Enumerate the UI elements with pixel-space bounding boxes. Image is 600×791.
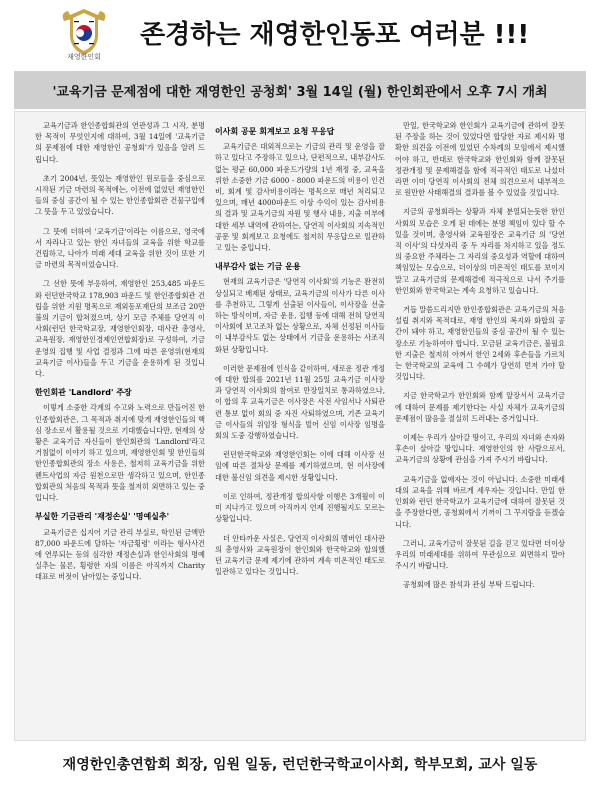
event-banner-text: '교육기금 문제점에 대한 재영한인 공청회' 3월 14일 (월) 한인회관에서 오후 7시 개최 <box>52 85 548 100</box>
header <box>0 0 600 66</box>
page-title: 존경하는 재영한인동포 여러분 !!! <box>140 20 530 50</box>
paragraph: 지금 한국학교가 한인회와 함께 앞장서서 교육기금에 대하여 문제를 제기한다는 사실 자체가 교육기금의 문제점이 많음을 절실히 드러내는 증거입니다. <box>395 391 565 423</box>
column-1 <box>35 120 205 591</box>
paragraph: 공청회에 많은 참석과 관심 부탁 드립니다. <box>403 580 535 590</box>
paragraph: 교육기금은 대외적으로는 기금의 관리 및 운영을 잘 하고 있다고 주장하고 있으나, 단편적으로, 내부감사도 없는 평균 60,000 파운드가량의 1년 재정 중, 교육을 위한 소중한 기금 6000 - 8000 파운드의 비용이 인건비, 회계 및 감사비용이라는 명목으로 매년 처리되고 있으며, 매년 4000파운드 이상 수익이 있는 감사비용의 결과 및 교육기금의 자원 및 행사 내용, 지출 여부에 대한 세부 내역에 관하여는, 당연직 이사회의 지속적인 공문 및 회계보고 요청에도 철저히 무응답으로 일관하고 있는 중입니다. <box>215 142 385 253</box>
section-heading: 내부감사 없는 기금 운용 <box>215 262 301 272</box>
column-3 <box>395 120 565 599</box>
paragraph: 이렇게 소중한 각계의 수고와 노력으로 만들어진 한인종합회관은, 그 목적과 취지에 맞게 재영한인들의 핵심 장소로서 활용될 것으로 기대했습니다만, 현재의 상황은 교육기금 자신들이 한인회관의 'Landlord'라고 거침없이 이야기 하고 있으며, 재영한인회 및 한인들의 한인종합회관의 장소 사용은, 철저히 교육기금을 위한 렌트사업의 자금 원천으로만 생각하고 있으며, 한인종합회관의 처음의 목적과 뜻을 철저히 외면하고 있는 중입니다. <box>35 403 205 503</box>
article-body <box>14 111 586 741</box>
paragraph: 런던한국학교와 재영한인회는 이에 대해 이사장 선임에 따른 절차상 문제를 제기하였으며, 현 이사장에 대한 불신임 의견을 제시한 상황입니다. <box>215 450 385 482</box>
paragraph: 그 선한 뜻에 부응하여, 재영한인 253,485 파운드와 런던한국학교 178,903 파운드 및 한인종합회관 건립을 위한 지원 명목으로 재외동포재단의 보조금 20만불의 기금이 합쳐졌으며, 상기 모금 주체를 당연직 이사회(런던 한국학교장, 재영한인회장, 대사관 총영사, 교육원장, 재영한인경제인연합회장)로 구성하여, 기금 운영의 집행 및 사업 결정과 그에 따른 운영위(현재의 교육기금 이사)들을 두고 기금을 운용하게 된 것입니다. <box>35 279 205 379</box>
paragraph: 이로 인하여, 정관개정 합의사항 이행은 3개월이 이미 지나가고 있으며 아직까지 언제 진행될지도 모르는 상황입니다. <box>215 491 385 524</box>
paragraph: 그 뜻에 더하여 '교육기금'이라는 이름으로, 영국에서 자라나고 있는 한인 자녀들의 교육을 위한 학교를 건립하고, 나아가 미래 세대 교육을 위한 것이 또한 기금 마련의 목적이었습니다. <box>35 226 205 270</box>
signature-footer: 재영한인총연합회 회장, 임원 일동, 런던한국학교이사회, 학부모회, 교사 일동 <box>62 757 538 773</box>
paragraph: 거듭 말씀드리지만 한인종합회관은 교육기금의 처음 설립 취지와 목적대로, 재영 한인의 복지와 화합의 공간이 돼야 하고, 재영한인들의 중심 공간이 될 수 있는 장소로 기능하여야 합니다. 모금된 교육기금은, 불필요한 지출은 철저히 아껴서 한인 2세와 후손들을 가르치는 한국학교의 교육에 그 수혜가 당연히 먼저 가야 할 것입니다. <box>395 305 565 382</box>
paragraph: 지금의 공청회라는 상황과 자체 분열되는듯한 한인사회의 모습은 오게 된 데에는 분명 책임이 있다 할 수 있을 것이며, 총영사와 교육원장은 교육기금 의 '당연직 이사'의 다섯자리 중 두 자리를 차지하고 있을 정도의 중요한 주체라는 그 자리의 중요성과 역할에 대하여 책임있는 모습으로, 더이상의 미온적인 태도를 보이지 말고 교육기금의 문제해결에 적극적으로 나서 주기를 한인회와 한국학교는 계속 요청하고 있습니다. <box>395 207 565 295</box>
paragraph: 교육기금은 십지어 기금 관리 부실로, 학인된 금액만 87,000 파운드에 달하는 '자금횡령' 이라는 형사사건에 연루되는 등의 심각한 재정손실과 한인사회의 명예실추는 물론, 횡령한 자의 이름은 아직까지 Charity 대표로 버젓이 남아있는 중입니다. <box>35 527 205 582</box>
section-heading: 한인회관 'Landlord' 주장 <box>35 388 132 398</box>
paragraph: 만일, 한국학교와 한인회가 교육기금에 관하여 잘못된 주장을 하는 것이 있었다면 합당한 자료 제시와 명확한 의견을 이전에 있었던 수차례의 모임에서 제시했어야 하고, 반대로 한국학교와 한인회와 함께 잘못된 정관개정 및 문제해결을 함에 적극적인 태도로 나섰더라면 이미 당연직 이사회의 전체 의견으로서 내부적으로 원만한 사태해결의 결과를 볼 수 있었을 것입니다. <box>395 121 565 198</box>
org-name: 재영한인회 <box>67 53 101 61</box>
section-heading: 부실한 기금관리 '재정손실' '명예실추' <box>35 512 170 522</box>
paragraph: 그러니, 교육기금이 잘못된 길을 걷고 있다면 더이상 우리의 미래세대를 위하여 무관심으로 외면하지 말아 주시기 바랍니다. <box>395 538 565 571</box>
paragraph: 더 안타까운 사실은, 당연직 이사회의 멤버인 대사관의 총영사와 교육원장이 한인회와 한국학교와 합의했던 교육기금 문제 제기에 관하여 계속 미온적인 태도로 일관하고 있다는 것입니다. <box>215 533 385 577</box>
paragraph: 현재의 교육기금은 '당연직 이사회'의 기능은 완전히 상실되고 배제된 상태로, 교육기금의 이사가 다른 이사를 추천하고, 그렇게 선출된 이사들이, 이사장을 선출하는 방식이며, 자금 운용, 집행 등에 대해 전혀 당연직 이사회에 보고조차 없는 상황으로, 자체 선정된 이사들이 내부감사도 없는 상태에서 기금을 운용하는 사조직화된 상황입니다. <box>215 277 385 354</box>
paragraph: 이러한 문제점에 인식을 같이하여, 새로운 정관 개정에 대한 합의를 2021년 11월 25일 교육기금 이사장과 당연직 이사회의 참여로 만장일치로 통과하였으나, 이 합의 후 교육기금은 이사장은 사전 사임서나 사퇴관련 통보 없이 회의 중 자진 사퇴하였으며, 기존 교육기금 이사들의 위임장 형식을 빌어 신임 이사장 임명을 회의 도중 강행하였습니다. <box>215 363 385 441</box>
column-2 <box>215 120 385 585</box>
section-heading: 이사회 공문 회계보고 요청 무응답 <box>215 127 335 136</box>
paragraph: 이제는 우리가 살아갈 땅이고, 우리의 자녀와 손자와 후손이 살아갈 땅입니다. 재영한인의 한 사람으로서, 교육기금의 상황에 관심을 가져 주시기 바랍니다. <box>395 433 565 465</box>
event-banner <box>14 71 586 109</box>
paragraph: 교육기금을 없애자는 것이 아닙니다. 소중한 미래세대의 교육을 위해 바르게 세우자는 것입니다. 만일 한인회와 런던 한국학교가 교육기금에 대하여 잘못된 것을 주장한다면, 공청회에서 기꺼이 그 꾸지람을 듣겠습니다. <box>395 474 565 529</box>
paragraph: 초기 2004년, 뜻있는 재영한인 원로들을 중심으로 시작된 기금 마련의 목적에는, 이전에 없었던 재영한인들의 중심 공간이 될 수 있는 한인종합회관 건물구입에 그 뜻을 두고 있었습니다. <box>35 173 205 217</box>
paragraph: 교육기금과 한인종합회관의 연관성과 그 시작, 분명한 목적이 무엇인지에 대하여, 3월 14일에 '교육기금의 문제점에 대한 재영한인 공청회'가 있음을 알려 드립니다. <box>35 121 205 164</box>
